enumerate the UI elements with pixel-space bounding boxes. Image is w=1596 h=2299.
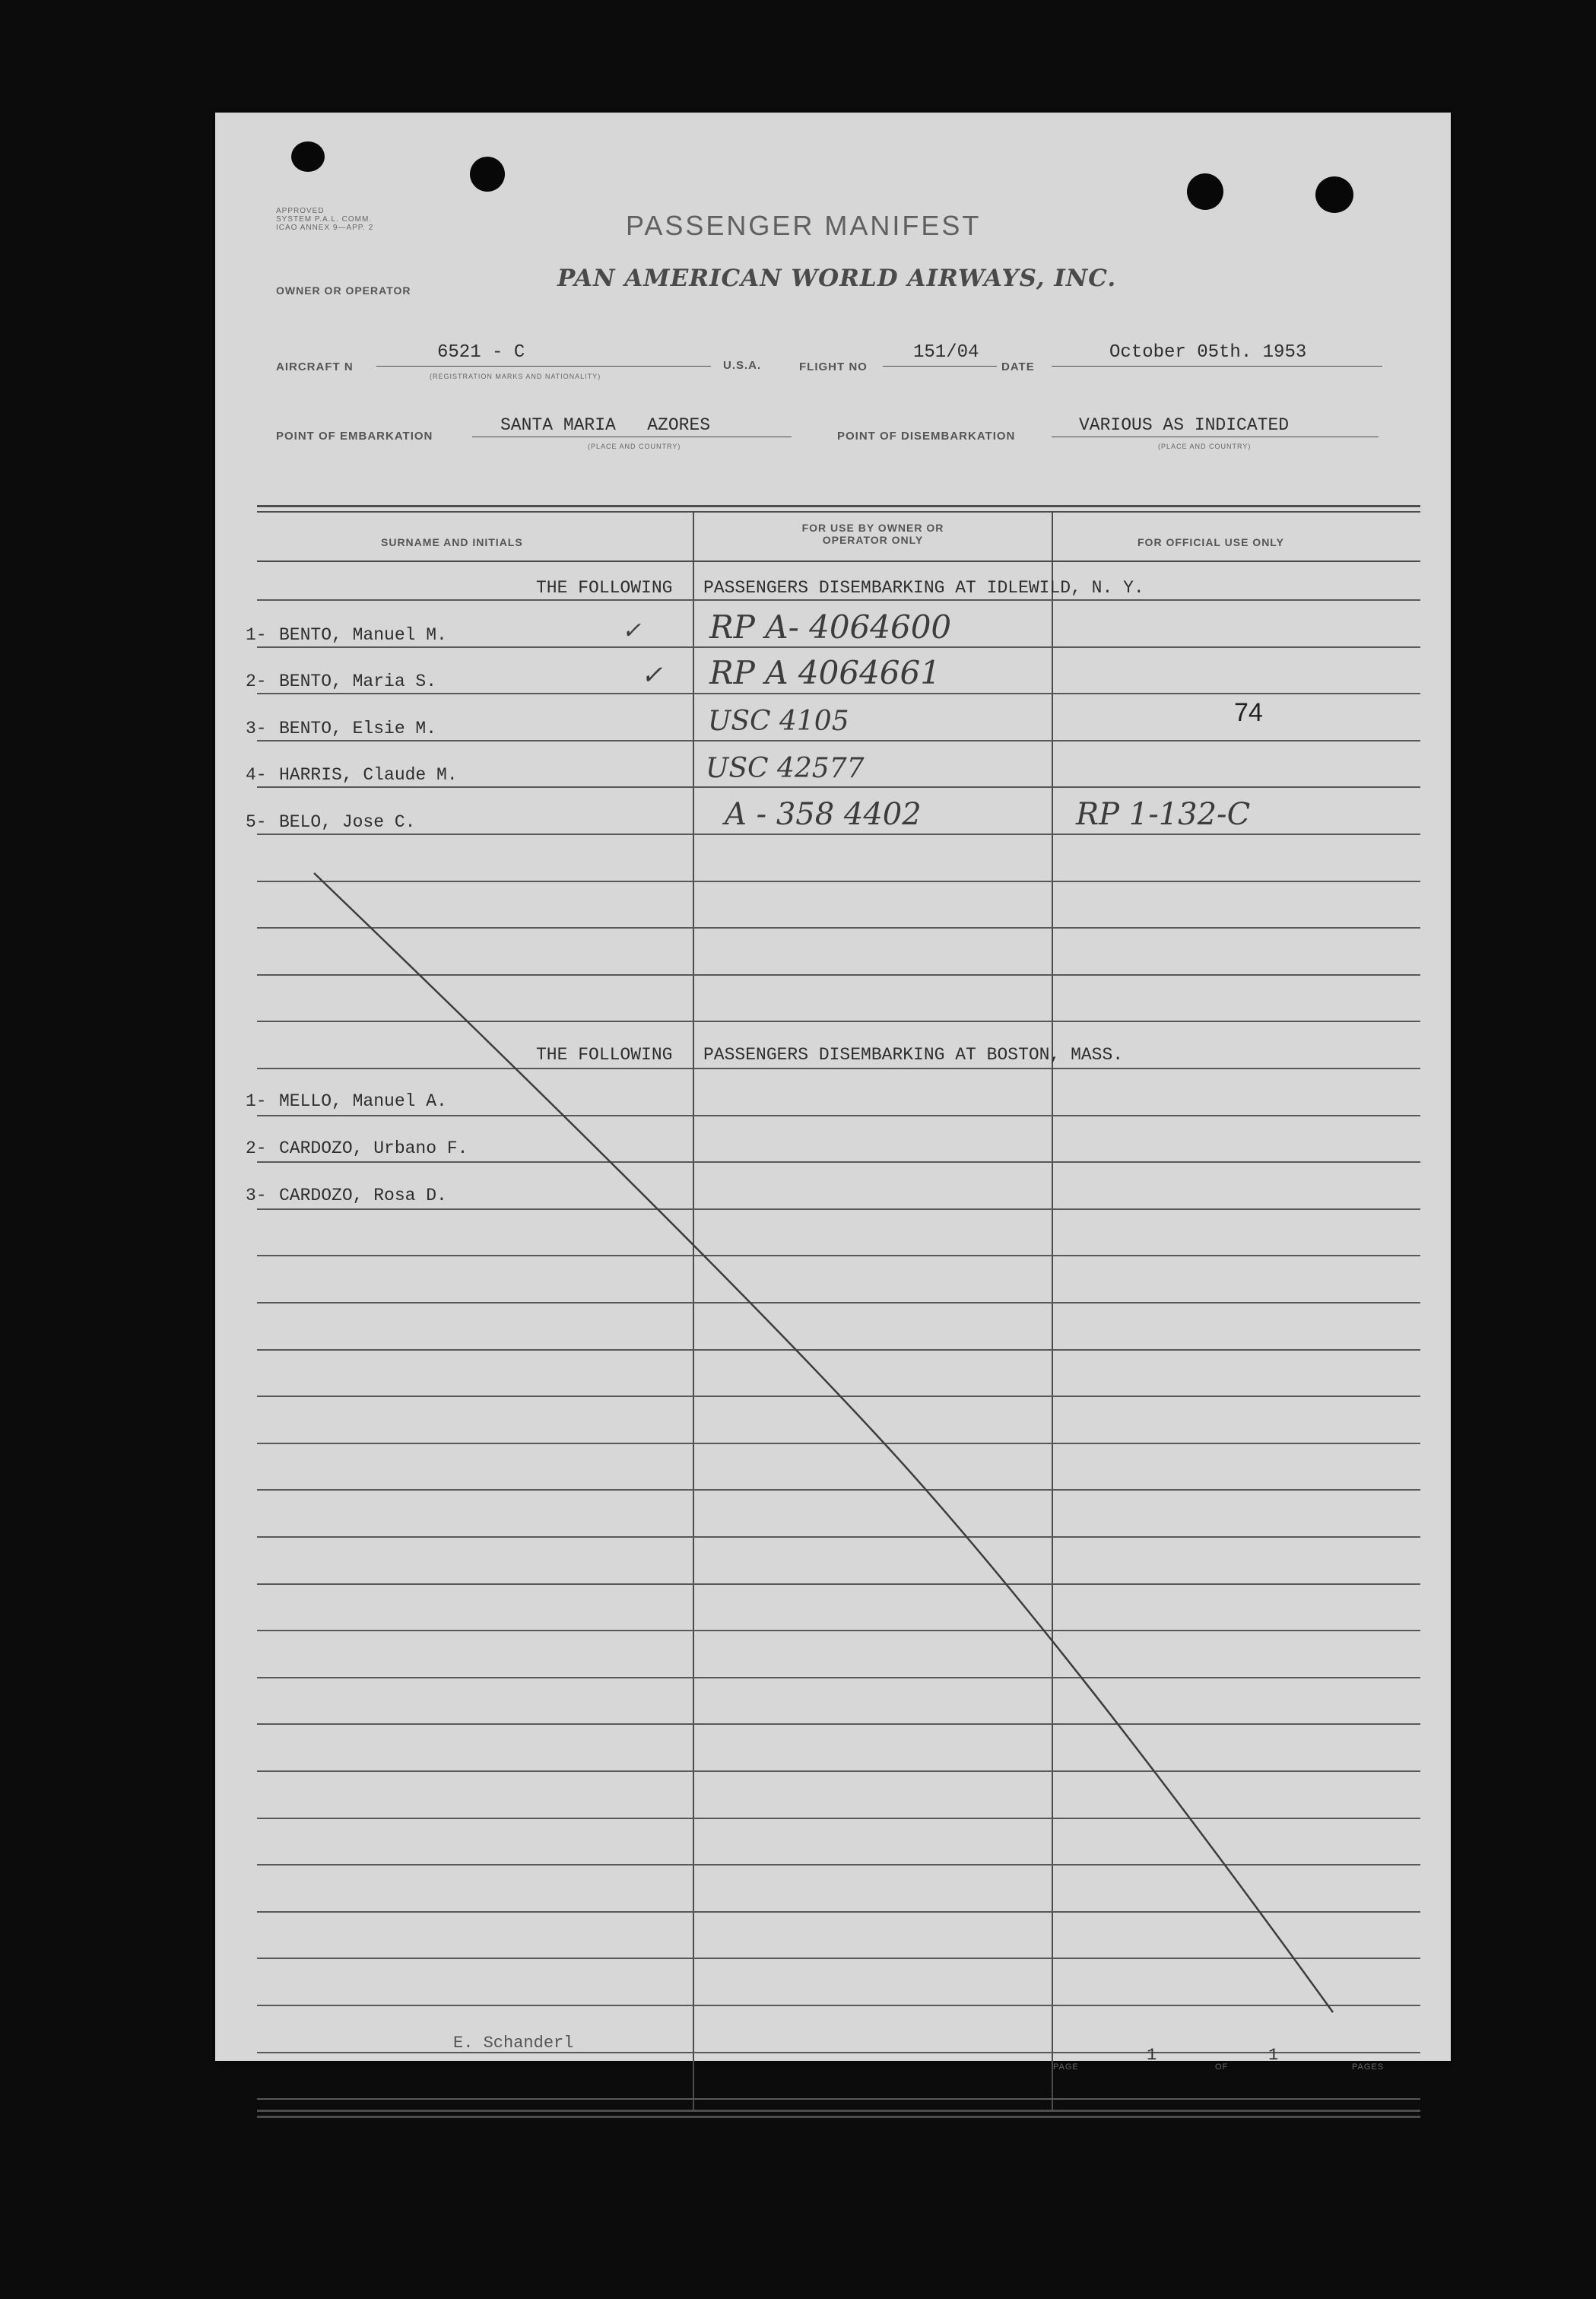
group-header-location: PASSENGERS DISEMBARKING AT IDLEWILD, N. Y. [703, 578, 1144, 598]
ruled-line [257, 2098, 1420, 2100]
page-label: PAGE [1053, 2062, 1079, 2072]
owner-label: OWNER OR OPERATOR [276, 284, 411, 297]
passenger-number: 5- [246, 812, 267, 832]
group-header-location: PASSENGERS DISEMBARKING AT BOSTON, MASS. [703, 1045, 1124, 1065]
group-header-prefix: THE FOLLOWING [536, 1045, 673, 1065]
embarkation-value: SANTA MARIA AZORES [500, 415, 711, 435]
airline-name: PAN AMERICAN WORLD AIRWAYS, INC. [557, 265, 1117, 292]
passenger-name: BENTO, Manuel M. [279, 625, 447, 645]
group-header-prefix: THE FOLLOWING [536, 578, 673, 598]
check-mark: ✓ [622, 618, 642, 644]
pages-label: PAGES [1352, 2062, 1385, 2072]
official-note: RP 1-132-C [1076, 797, 1251, 832]
manifest-sheet [215, 113, 1451, 2061]
table-bottom-rule [257, 2116, 1420, 2118]
document-number: A - 358 4402 [725, 797, 922, 832]
official-note: 74 [1234, 698, 1263, 727]
passenger-name: BELO, Jose C. [279, 812, 416, 832]
page-number: 1 [1147, 2046, 1157, 2065]
col-header-owner: FOR USE BY OWNER OR OPERATOR ONLY [801, 522, 944, 546]
embarkation-caption: (PLACE AND COUNTRY) [588, 443, 681, 450]
passenger-name: MELLO, Manuel A. [279, 1091, 447, 1111]
aircraft-caption: (REGISTRATION MARKS AND NATIONALITY) [430, 373, 601, 380]
approval-line: SYSTEM P.A.L. COMM. [276, 215, 373, 224]
page-total: 1 [1268, 2046, 1279, 2065]
document-number: RP A- 4064600 [709, 608, 952, 646]
date-value: October 05th. 1953 [1109, 342, 1307, 363]
cancellation-stroke [215, 113, 1451, 2061]
approval-line: APPROVED [276, 207, 325, 215]
disembarkation-value: VARIOUS AS INDICATED [1079, 415, 1290, 435]
date-label: DATE [1001, 360, 1035, 373]
usa-label: U.S.A. [723, 359, 762, 372]
col-header-surname: SURNAME AND INITIALS [381, 536, 523, 548]
passenger-name: BENTO, Elsie M. [279, 719, 437, 738]
passenger-name: CARDOZO, Rosa D. [279, 1186, 447, 1205]
passenger-name: CARDOZO, Urbano F. [279, 1138, 468, 1158]
passenger-number: 3- [246, 719, 267, 738]
document-number: USC 4105 [708, 706, 849, 737]
passenger-number: 3- [246, 1186, 267, 1205]
of-label: OF [1215, 2062, 1229, 2072]
passenger-number: 4- [246, 765, 267, 785]
document-number: RP A 4064661 [709, 654, 941, 691]
page-title: PASSENGER MANIFEST [626, 210, 982, 241]
passenger-number: 2- [246, 1138, 267, 1158]
passenger-name: BENTO, Maria S. [279, 672, 437, 691]
disembarkation-caption: (PLACE AND COUNTRY) [1158, 443, 1252, 450]
signature: E. Schanderl [453, 2034, 574, 2053]
passenger-number: 1- [246, 625, 267, 645]
flight-label: FLIGHT NO [799, 360, 868, 373]
document-number: USC 42577 [706, 753, 865, 784]
passenger-number: 2- [246, 672, 267, 691]
aircraft-label: AIRCRAFT N [276, 360, 354, 373]
table-bottom-rule [257, 2110, 1420, 2112]
passenger-name: HARRIS, Claude M. [279, 765, 458, 785]
approval-line: ICAO ANNEX 9—APP. 2 [276, 224, 374, 232]
passenger-number: 1- [246, 1091, 267, 1111]
check-mark: ✓ [641, 660, 663, 691]
col-header-official: FOR OFFICIAL USE ONLY [1138, 536, 1284, 548]
aircraft-value: 6521 - C [437, 342, 525, 363]
flight-value: 151/04 [913, 342, 979, 363]
disembarkation-label: POINT OF DISEMBARKATION [837, 430, 1016, 443]
embarkation-label: POINT OF EMBARKATION [276, 430, 433, 443]
